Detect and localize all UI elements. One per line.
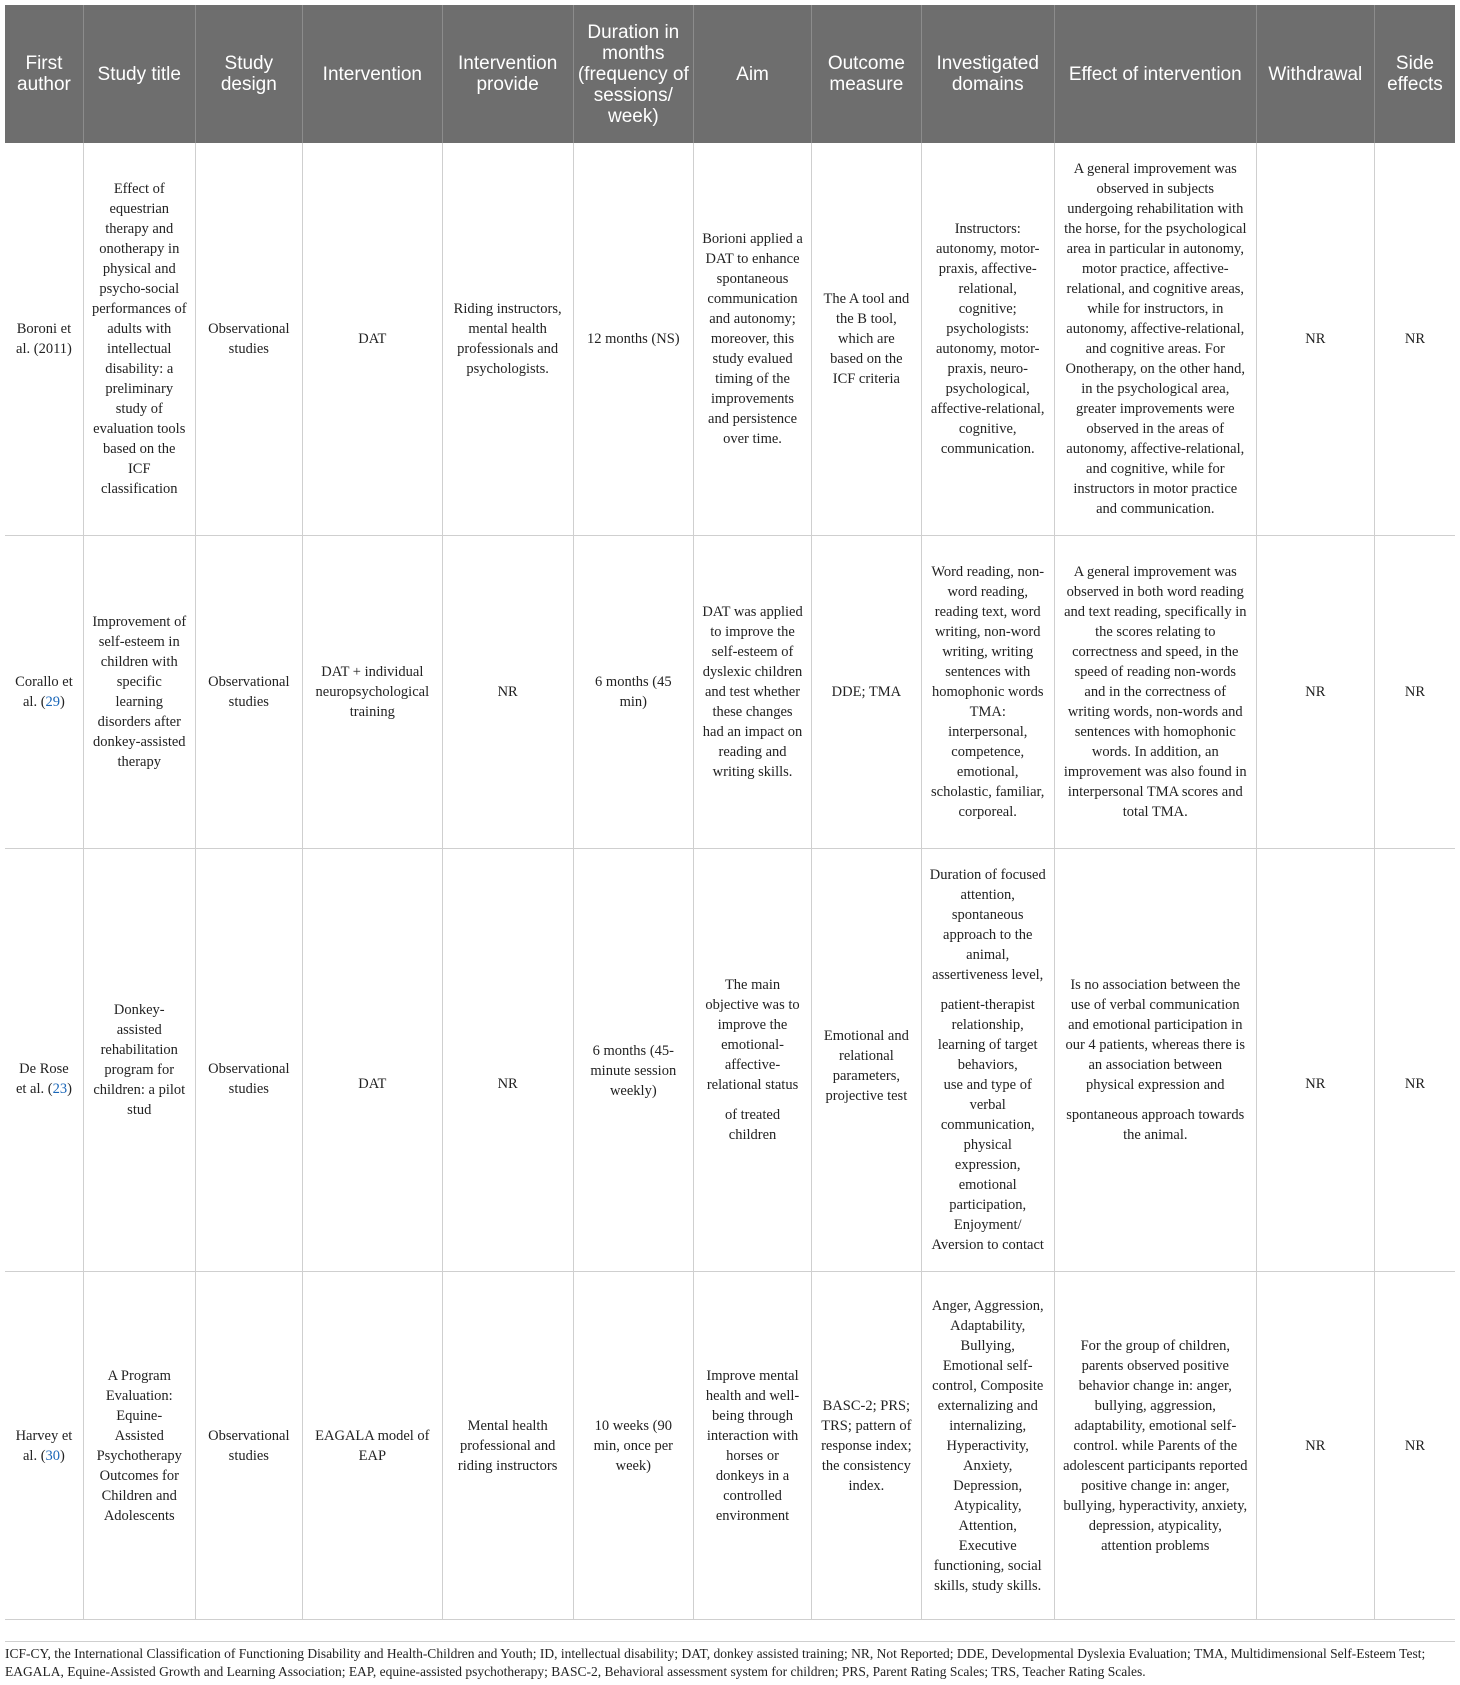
cell-intervention — [303, 849, 443, 1272]
cell-side-effects — [1374, 849, 1455, 1272]
cell-intervention: DAT — [303, 143, 443, 536]
cell-duration: 12 months (NS) — [573, 143, 693, 536]
table-row — [5, 536, 1455, 849]
cell-design: Observational studies — [195, 536, 302, 849]
cell-aim: Improve mental health and well-being through interaction with horses or donkeys in a controlled environment — [693, 1272, 811, 1620]
cell-author — [5, 536, 83, 849]
cell-provider: NR — [442, 536, 573, 849]
effect-part: spontaneous approach towards the animal. — [1066, 1107, 1245, 1143]
cell-author — [5, 1272, 83, 1620]
table-row — [5, 143, 1455, 536]
cell-provider: Mental health professional and riding instructors — [442, 1272, 573, 1620]
cell-aim: DAT was applied to improve the self-esteem of dyslexic children and test whether these changes had an impact on reading and writing skills. — [693, 536, 811, 849]
cell-outcome — [812, 849, 922, 1272]
header-intervention: Intervention — [303, 5, 443, 143]
table-row — [5, 1272, 1455, 1620]
header-effect-of-intervention: Effect of intervention — [1054, 5, 1256, 143]
header-withdrawal: Withdrawal — [1256, 5, 1374, 143]
cell-withdrawal — [1256, 849, 1374, 1272]
cell-author — [5, 849, 83, 1272]
reference-link[interactable]: 23 — [52, 1081, 68, 1097]
table-footnote: ICF-CY, the International Classification of Functioning Disability and Health-Children and Youth; ID, intellectual disability; DAT, donkey assisted training; NR, Not Reported; DDE, Developmental Dyslexia Evaluation; TMA, Multidimensional Self-Esteem Test; EAGALA, Equine-Assisted Growth and Learning Association; EAP, equine-assisted psychotherapy; BASC-2, Behavioral assessment system for children; PRS, Parent Rating Scales; TRS, Teacher Rating Scales. — [5, 1641, 1455, 1681]
domains-part: Duration of focused attention, spontaneous approach to the animal, assertiveness level, — [929, 867, 1046, 983]
outcome-text: Emotional and relational parameters, projective test — [823, 1028, 909, 1104]
header-side-effects: Side effects — [1374, 5, 1455, 143]
cell-design — [195, 849, 302, 1272]
cell-design: Observational studies — [195, 1272, 302, 1620]
cell-design: Observational studies — [195, 143, 302, 536]
header-study-design: Study design — [195, 5, 302, 143]
cell-withdrawal: NR — [1256, 536, 1374, 849]
side-effects-text: NR — [1404, 1076, 1426, 1092]
cell-side-effects: NR — [1374, 143, 1455, 536]
cell-side-effects: NR — [1374, 1272, 1455, 1620]
effect-part: Is no association between the use of verbal communication and emotional participation in our 4 patients, whereas there is an association between physical expression and — [1065, 977, 1246, 1093]
table-row — [5, 849, 1455, 1272]
duration-text: 6 months (45-minute session weekly) — [590, 1043, 677, 1099]
cell-provider: Riding instructors, mental health professionals and psychologists. — [442, 143, 573, 536]
cell-title: Improvement of self-esteem in children with specific learning disorders after donkey-assisted therapy — [83, 536, 195, 849]
cell-author: Boroni et al. (2011) — [5, 143, 83, 536]
table-header — [5, 5, 1455, 143]
cell-effect: A general improvement was observed in both word reading and text reading, specifically in the scores relating to correctness and speed, in the speed of reading non-words and in the correctness of writing words, non-words and sentences with homophonic words. In addition, an improvement was also found in interpersonal TMA scores and total TMA. — [1054, 536, 1256, 849]
cell-outcome: DDE; TMA — [812, 536, 922, 849]
domains-part: TMA: interpersonal, competence, emotional, scholastic, familiar, corporeal. — [931, 704, 1045, 820]
cell-withdrawal: NR — [1256, 143, 1374, 536]
cell-domains — [921, 536, 1054, 849]
domains-part: patient-therapist relationship, learning of target behaviors, — [937, 997, 1038, 1073]
cell-outcome: The A tool and the B tool, which are based on the ICF criteria — [812, 143, 922, 536]
cell-title: Donkey-assisted rehabilitation program for children: a pilot stud — [83, 849, 195, 1272]
header-duration: Duration in months (frequency of sessions/ week) — [573, 5, 693, 143]
header-aim: Aim — [693, 5, 811, 143]
cell-title: Effect of equestrian therapy and onotherapy in physical and psycho-social performances of adults with intellectual disability: a preliminary study of evaluation tools based on the ICF classification — [83, 143, 195, 536]
header-investigated-domains: Investigated domains — [921, 5, 1054, 143]
cell-intervention: EAGALA model of EAP — [303, 1272, 443, 1620]
cell-provider — [442, 849, 573, 1272]
cell-effect: For the group of children, parents observed positive behavior change in: anger, bullying, aggression, adaptability, emotional self-control. while Parents of the adolescent participants reported positive change in: anger, bullying, hyperactivity, anxiety, depression, atypicality, attention problems — [1054, 1272, 1256, 1620]
author-text: Corallo et al. ( — [15, 674, 73, 710]
aim-part: The main objective was to improve the emotional-affective-relational status — [705, 977, 800, 1093]
domains-part: Word reading, non-word reading, reading text, word writing, non-word writing, writing sentences with homophonic words — [931, 564, 1045, 700]
domains-part: use and type of verbal communication, physical expression, emotional participation, Enjoyment/ Aversion to contact — [931, 1077, 1044, 1253]
cell-side-effects: NR — [1374, 536, 1455, 849]
cell-domains — [921, 849, 1054, 1272]
author-close: ) — [60, 694, 65, 710]
header-intervention-provide: Intervention provide — [442, 5, 573, 143]
cell-domains: Instructors: autonomy, motor-praxis, affective-relational, cognitive; psychologists: autonomy, motor-praxis, neuro-psychological, affective-relational, cognitive, communication. — [921, 143, 1054, 536]
design-text: Observational studies — [208, 1061, 290, 1097]
cell-domains: Anger, Aggression, Adaptability, Bullying, Emotional self-control, Composite externalizing and internalizing, Hyperactivity, Anxiety, Depression, Atypicality, Attention, Executive functioning, social skills, study skills. — [921, 1272, 1054, 1620]
author-close: ) — [67, 1081, 72, 1097]
cell-aim: Borioni applied a DAT to enhance spontaneous communication and autonomy; moreover, this study evalued timing of the improvements and persistence over time. — [693, 143, 811, 536]
cell-intervention: DAT + individual neuropsychological training — [303, 536, 443, 849]
cell-duration: 6 months (45 min) — [573, 536, 693, 849]
cell-effect: A general improvement was observed in subjects undergoing rehabilitation with the horse, for the psychological area in particular in autonomy, motor practice, affective-relational, and cognitive areas, while for instructors, in autonomy, affective-relational, and cognitive areas. For Onotherapy, on the other hand, in the psychological area, greater improvements were observed in the areas of autonomy, affective-relational, and cognitive, while for instructors in motor practice and communication. — [1054, 143, 1256, 536]
cell-aim — [693, 849, 811, 1272]
cell-duration: 10 weeks (90 min, once per week) — [573, 1272, 693, 1620]
author-text: De Rose et al. ( — [15, 1061, 69, 1097]
cell-withdrawal: NR — [1256, 1272, 1374, 1620]
author-close: ) — [60, 1447, 65, 1464]
cell-duration — [573, 849, 693, 1272]
provider-text: NR — [497, 1076, 518, 1092]
withdrawal-text: NR — [1305, 1076, 1326, 1092]
author-text: Harvey et al. ( — [15, 1427, 73, 1464]
header-study-title: Study title — [83, 5, 195, 143]
aim-part: of treated children — [724, 1107, 781, 1143]
header-first-author: First author — [5, 5, 83, 143]
studies-table — [5, 5, 1455, 1620]
cell-effect — [1054, 849, 1256, 1272]
reference-link[interactable]: 30 — [45, 1447, 61, 1464]
intervention-text: DAT — [358, 1076, 387, 1092]
cell-outcome: BASC-2; PRS; TRS; pattern of response index; the consistency index. — [812, 1272, 922, 1620]
header-outcome-measure: Outcome measure — [812, 5, 922, 143]
reference-link[interactable]: 29 — [45, 694, 61, 710]
cell-title: A Program Evaluation: Equine-Assisted Psychotherapy Outcomes for Children and Adolescents — [83, 1272, 195, 1620]
